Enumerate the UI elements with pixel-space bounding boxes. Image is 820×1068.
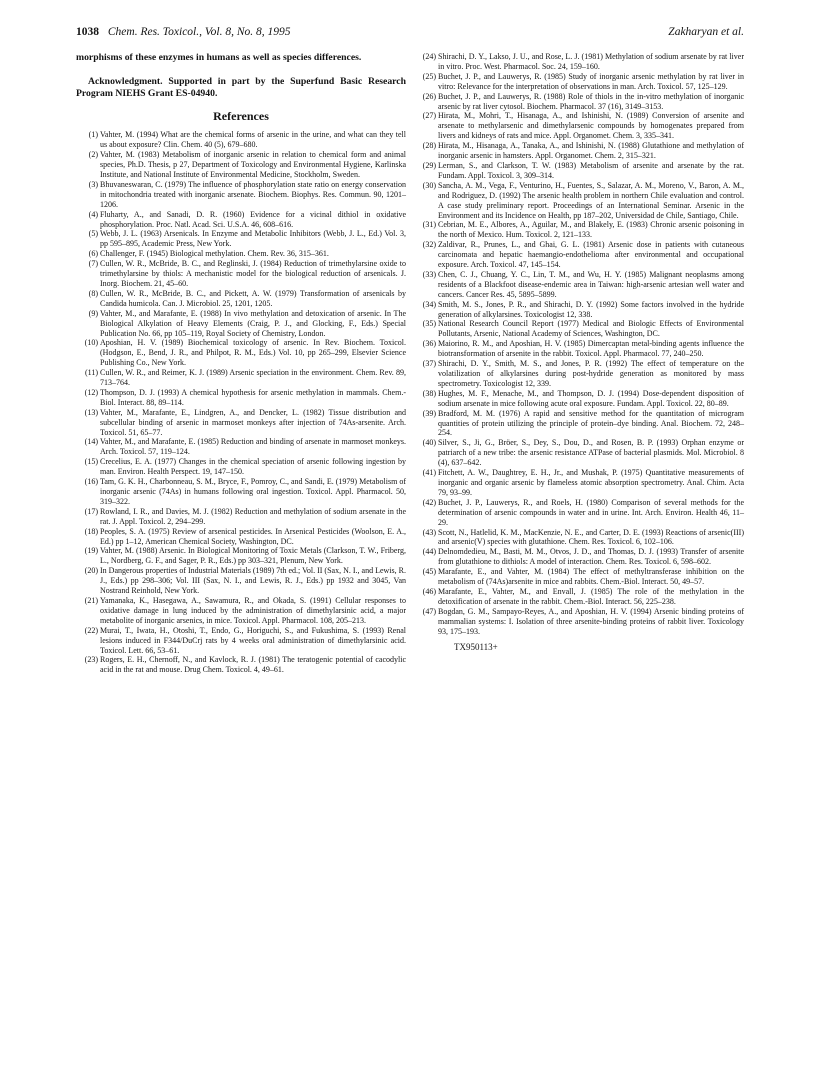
reference-text: Delnomdedieu, M., Basti, M. M., Otvos, J. D., and Thomas, D. J. (1993) Transfer of arsenite from glutathione to dithiols: A model of interaction. Chem. Res. Toxicol. 6, 598–602. [438,547,744,567]
reference-entry [414,240,744,270]
reference-text: In Dangerous properties of Industrial Materials (1989) 7th ed.; Vol. II (Sax, N. I., and Lewis, R. J., Eds.) pp 298–306; Vol. III (Sax, N. I., and Lewis, R. J., Eds.) pp 1932 and 3045, Van Nostrand Reinhold, New York. [100,566,406,596]
journal-citation: Chem. Res. Toxicol., Vol. 8, No. 8, 1995 [107,26,291,38]
reference-number: (21) [84,595,98,605]
reference-text: Silver, S., Ji, G., Bröer, S., Dey, S., Dou, D., and Rosen, B. P. (1993) Orphan enzyme or patriarch of a new tribe: the arsenic resistance ATPase of bacterial plasmids. Mol. Microbiol. 8 (4), 637–642. [438,438,744,468]
reference-entry [414,111,744,141]
reference-number: (14) [84,437,98,447]
reference-entry [76,368,406,388]
references-heading: References [213,109,269,124]
reference-number: (16) [84,477,98,487]
reference-text: Bogdan, G. M., Sampayo-Reyes, A., and Aposhian, H. V. (1994) Arsenic binding proteins of mammalian systems: I. Isolation of three arsenite-binding proteins of rabbit liver. Toxicology 93, 175–193. [438,606,744,636]
acknowledgment-heading: Acknowledgment. [88,75,163,87]
reference-number: (25) [422,71,436,81]
reference-text: Fluharty, A., and Sanadi, D. R. (1960) Evidence for a vicinal dithiol in oxidative phosphorylation. Proc. Natl. Acad. Sci. U.S.A. 46, 608–616. [100,209,406,229]
reference-entry [414,438,744,468]
reference-number: (32) [422,240,436,250]
reference-entry [76,566,406,596]
reference-number: (5) [88,229,98,239]
reference-text: Bhuvaneswaran, C. (1979) The influence of phosphorylation state ratio on energy conservation in mitochondria treated with inorganic arsenate. Biochem. Biophys. Res. Commun. 90, 1201–1206. [100,179,406,209]
reference-text: Vahter, M. (1988) Arsenic. In Biological Monitoring of Toxic Metals (Clarkson, T. W., Friberg, L., Nordberg, G. F., and Sager, P. R., Eds.) pp 303–321, Plenum, New York. [100,546,406,566]
reference-entry [414,607,744,637]
reference-number: (15) [84,457,98,467]
reference-text: Buchet, J. P., and Lauwerys, R. (1988) Role of thiols in the in-vitro methylation of inorganic arsenic by rat liver cytosol. Biochem. Pharmacol. 37 (16), 3149–3153. [438,91,744,111]
reference-entry [414,220,744,240]
reference-entry [414,300,744,320]
reference-text: Rogers, E. H., Chernoff, N., and Kavlock, R. J. (1981) The teratogenic potential of cacodylic acid in the rat and mouse. Drug Chem. Toxicol. 4, 49–61. [100,655,406,675]
reference-entry [414,339,744,359]
reference-entry [76,596,406,626]
reference-number: (22) [84,625,98,635]
right-column [414,52,744,653]
reference-number: (17) [84,506,98,516]
reference-entry [76,150,406,180]
reference-number: (42) [422,497,436,507]
reference-number: (23) [84,655,98,665]
reference-text: Cullen, W. R., McBride, B. C., and Reglinski, J. (1984) Reduction of trimethylarsine oxide to trimethylarsine by thiols: A mechanistic model for the biological reduction of arsenicals. J. Inorg. Biochem. 21, 45–60. [100,259,406,288]
reference-number: (35) [422,319,436,329]
reference-number: (38) [422,388,436,398]
reference-entry [414,319,744,339]
reference-number: (40) [422,438,436,448]
reference-text: Cullen, W. R., and Reimer, K. J. (1989) Arsenic speciation in the environment. Chem. Rev. 89, 713–764. [100,368,406,388]
reference-text: Marafante, E., Vahter, M., and Envall, J. (1985) The role of the methylation in the detoxification of arsenate in the rabbit. Chem.-Biol. Interact. 56, 225–238. [438,586,744,606]
reference-number: (36) [422,339,436,349]
reference-entry [76,338,406,368]
reference-text: Hirata, M., Mohri, T., Hisanaga, A., and Ishinishi, N. (1989) Conversion of arsenite and arsenate to methylarsenic and dimethylarsenic compounds by homogenates prepared from livers and kidneys of rats and mice. Appl. Organomet. Chem. 3, 335–341. [438,111,744,141]
page-number: 1038 [76,26,99,38]
reference-list-left [76,130,406,675]
reference-text: Smith, M. S., Jones, P. R., and Shirachi, D. Y. (1992) Some factors involved in the hydride generation of alkylarsines. Toxicologist 12, 338. [438,299,744,319]
reference-entry [76,507,406,527]
reference-number: (39) [422,408,436,418]
reference-number: (46) [422,586,436,596]
reference-number: (1) [88,130,98,140]
reference-number: (26) [422,91,436,101]
reference-text: Buchet, J. P., Lauwerys, R., and Roels, H. (1980) Comparison of several methods for the determination of arsenic compounds in water and in urine. Int. Arch. Environ. Health 46, 11–29. [438,497,744,527]
reference-entry [414,468,744,498]
reference-number: (37) [422,359,436,369]
reference-entry [414,92,744,112]
reference-entry [76,249,406,259]
reference-text: Aposhian, H. V. (1989) Biochemical toxicology of arsenic. In Rev. Biochem. Toxicol. (Hodgson, E., Bend, J. R., and Philpot, R. M., Eds.) Vol. 10, pp 265–299, Elsevier Science Publishing Co., New York. [100,338,406,368]
reference-number: (10) [84,338,98,348]
reference-entry [414,498,744,528]
reference-entry [414,547,744,567]
reference-text: Shirachi, D. Y., Lakso, J. U., and Rose, L. J. (1981) Methylation of sodium arsenate by rat liver in vitro. Proc. West. Pharmacol. Soc. 24, 159–160. [438,52,744,71]
reference-text: Murai, T., Iwata, H., Otoshi, T., Endo, G., Horiguchi, S., and Fukushima, S. (1993) Renal lesions induced in F344/DuCrj rats by 4 weeks oral administration of dimethylarsinic acid. Toxicol. Lett. 66, 53–61. [100,625,406,655]
reference-number: (12) [84,387,98,397]
reference-list-right [414,52,744,636]
reference-entry [76,180,406,210]
reference-text: Zaldivar, R., Prunes, L., and Ghai, G. L. (1981) Arsenic dose in patients with cutaneous carcinomata and hepatic haemangio-endothelioma after environmental and occupational exposure. Arch. Toxicol. 47, 145–154. [438,240,744,270]
reference-entry [414,141,744,161]
reference-number: (20) [84,566,98,576]
reference-entry [76,437,406,457]
reference-entry [76,546,406,566]
reference-entry [76,626,406,656]
reference-number: (31) [422,220,436,230]
reference-text: Buchet, J. P., and Lauwerys, R. (1985) Study of inorganic arsenic methylation by rat liver in vitro: Relevance for the interpretation of observations in man. Arch. Toxicol. 57, 125–129. [438,71,744,91]
reference-entry [76,229,406,249]
reference-entry [414,359,744,389]
reference-number: (45) [422,567,436,577]
reference-text: Vahter, M. (1983) Metabolism of inorganic arsenic in relation to chemical form and animal species, Ph.D. Thesis, p 27, Department of Toxicology and Environmental Hygiene, Karlinska Institute, and National Institute of Environmental Medicine, Stockholm, Sweden. [100,150,406,180]
reference-text: Cullen, W. R., McBride, B. C., and Pickett, A. W. (1979) Transformation of arsenicals by Candida humicola. Can. J. Microbiol. 25, 1201, 1205. [100,288,406,308]
reference-text: National Research Council Report (1977) Medical and Biologic Effects of Environmental Pollutants, Arsenic, National Academy of Sciences, Washington, DC. [438,319,744,339]
reference-entry [414,161,744,181]
reference-entry [76,527,406,547]
reference-entry [414,270,744,300]
reference-number: (27) [422,111,436,121]
reference-number: (8) [88,288,98,298]
reference-entry [414,528,744,548]
reference-number: (6) [88,249,98,259]
reference-text: Marafante, E., and Vahter, M. (1984) The effect of methyltransferase inhibition on the metabolism of (74As)arsenite in mice and rabbits. Chem.-Biol. Interact. 50, 49–57. [438,567,744,587]
reference-entry [414,72,744,92]
reference-number: (19) [84,546,98,556]
reference-number: (33) [422,269,436,279]
reference-entry [414,389,744,409]
acknowledgment-text: Supported in part by the Superfund Basic Research Program NIEHS Grant ES-04940. [76,75,406,99]
reference-number: (30) [422,180,436,190]
reference-text: Yamanaka, K., Hasegawa, A., Sawamura, R., and Okada, S. (1991) Cellular responses to oxidative damage in lung induced by the administration of dimethylarsinic acid, a major metabolite of inorganic arsenics, in mice. Toxicol. Appl. Pharmacol. 108, 205–213. [100,595,406,625]
reference-entry [76,477,406,507]
reference-text: Chen, C. J., Chuang, Y. C., Lin, T. M., and Wu, H. Y. (1985) Malignant neoplasms among residents of a Blackfoot disease-endemic area in Taiwan: high-arsenic artesian well water and cancers. Cancer Res. 45, 5895–5899. [438,269,744,299]
left-column [76,52,406,675]
reference-number: (41) [422,468,436,478]
reference-entry [414,567,744,587]
reference-number: (34) [422,299,436,309]
reference-text: Webb, J. L. (1963) Arsenicals. In Enzyme and Metabolic Inhibitors (Webb, J. L., Ed.) Vol. 3, pp 595–895, Academic Press, New York. [100,229,406,249]
reference-number: (4) [88,209,98,219]
reference-number: (28) [422,141,436,151]
reference-number: (29) [422,160,436,170]
reference-text: Vahter, M., Marafante, E., Lindgren, A., and Dencker, L. (1982) Tissue distribution and subcellular binding of arsenic in marmoset monkeys after injection of 74As-arsenite. Arch. Toxicol. 51, 65–77. [100,407,406,437]
reference-entry [414,409,744,439]
reference-entry [76,259,406,289]
reference-text: Bradford, M. M. (1976) A rapid and sensitive method for the quantitation of microgram quantities of protein utilizing the principle of protein–dye binding. Anal. Biochem. 72, 248–254. [438,408,744,438]
reference-text: Fitchett, A. W., Daughtrey, E. H., Jr., and Mushak, P. (1975) Quantitative measurements of inorganic and organic arsenic by flameless atomic absorption spectrometry. Anal. Chim. Acta 79, 93–99. [438,468,744,497]
reference-number: (9) [88,308,98,318]
reference-text: Shirachi, D. Y., Smith, M. S., and Jones, P. R. (1992) The effect of temperature on the volatilization of alkylarsines during post-hydride generation as monitored by mass spectrometry. Toxicologist 12, 339. [438,359,744,388]
reference-number: (43) [422,527,436,537]
reference-text: Vahter, M. (1994) What are the chemical forms of arsenic in the urine, and what can they tell us about exposure? Clin. Chem. 40 (5), 679–680. [100,130,406,150]
reference-text: Tam, G. K. H., Charbonneau, S. M., Bryce, F., Pomroy, C., and Sandi, E. (1979) Metabolism of inorganic arsenic (74As) in humans following oral ingestion. Toxicol. Appl. Pharmacol. 50, 319–322. [100,477,406,506]
reference-text: Hughes, M. F., Menache, M., and Thompson, D. J. (1994) Dose-dependent disposition of sodium arsenate in mice following acute oral exposure. Fundam. Appl. Toxicol. 22, 80–89. [438,388,744,408]
reference-number: (44) [422,547,436,557]
reference-entry [76,655,406,675]
reference-number: (11) [84,368,98,378]
reference-text: Challenger, F. (1945) Biological methylation. Chem. Rev. 36, 315–361. [100,249,329,259]
reference-number: (24) [422,52,436,61]
running-header [76,26,744,42]
reference-entry [76,130,406,150]
reference-entry [76,210,406,230]
reference-text: Vahter, M., and Marafante, E. (1985) Reduction and binding of arsenate in marmoset monkeys. Arch. Toxicol. 57, 119–124. [100,437,406,457]
reference-entry [76,309,406,339]
reference-entry [76,457,406,477]
reference-text: Maiorino, R. M., and Aposhian, H. V. (1985) Dimercaptan metal-binding agents influence the biotransformation of arsenite in the rabbit. Toxicol. Appl. Pharmacol. 77, 240–250. [438,339,744,359]
reference-text: Lerman, S., and Clarkson, T. W. (1983) Metabolism of arsenite and arsenate by the rat. Fundam. Appl. Toxicol. 3, 309–314. [438,160,744,180]
reference-entry [414,587,744,607]
manuscript-id: TX950113+ [454,642,498,653]
reference-entry [76,388,406,408]
reference-entry [76,289,406,309]
reference-text: Crecelius, E. A. (1977) Changes in the chemical speciation of arsenic following ingestion by man. Environ. Health Perspect. 19, 147–150. [100,457,406,477]
reference-text: Vahter, M., and Marafante, E. (1988) In vivo methylation and detoxication of arsenic. In The Biological Alkylation of Heavy Elements (Craig, P. J., and Glocking, F., Eds.) Special Publication No. 66, pp 105–119, Royal Society of Chemistry, London. [100,308,406,338]
reference-entry [76,408,406,438]
reference-text: Hirata, M., Hisanaga, A., Tanaka, A., and Ishinishi, N. (1988) Glutathione and methylation of inorganic arsenic in hamsters. Appl. Organomet. Chem. 2, 315–321. [438,141,744,161]
reference-number: (18) [84,526,98,536]
running-authors: Zakharyan et al. [668,26,744,38]
reference-entry [414,181,744,221]
reference-number: (47) [422,606,436,616]
reference-text: Sancha, A. M., Vega, F., Venturino, H., Fuentes, S., Salazar, A. M., Moreno, V., Baron, A. M., and Rodriguez, D. (1992) The arsenic health problem in northern Chile evaluation and control. A case study preliminary report. Proceedings of an International Seminar. Arsenic in the Environment and its Incidence on Health, pp 187–202, Universidad de Chile, Santiago, Chile. [438,180,744,220]
reference-text: Thompson, D. J. (1993) A chemical hypothesis for arsenic methylation in mammals. Chem.-Biol. Interact. 88, 89–114. [100,387,406,407]
reference-text: Peoples, S. A. (1975) Review of arsenical pesticides. In Arsenical Pesticides (Woolson, E. A., Ed.) pp 1–12, American Chemical Society, Washington, DC. [100,526,406,546]
reference-number: (7) [88,259,98,269]
reference-text: Cebrian, M. E., Albores, A., Aguilar, M., and Blakely, E. (1983) Chronic arsenic poisoning in the north of Mexico. Hum. Toxicol. 2, 121–133. [438,220,744,240]
reference-number: (3) [88,179,98,189]
intro-paragraph: morphisms of these enzymes in humans as well as species differences. [76,52,362,63]
reference-number: (2) [88,150,98,160]
reference-text: Rowland, I. R., and Davies, M. J. (1982) Reduction and methylation of sodium arsenate in the rat. J. Appl. Toxicol. 2, 294–299. [100,506,406,526]
reference-number: (13) [84,407,98,417]
reference-entry [414,52,744,72]
acknowledgment-paragraph [76,76,406,100]
reference-text: Scott, N., Hatlelid, K. M., MacKenzie, N. E., and Carter, D. E. (1993) Reactions of arsenic(III) and arsenic(V) species with glutathione. Chem. Res. Toxicol. 6, 102–106. [438,527,744,547]
